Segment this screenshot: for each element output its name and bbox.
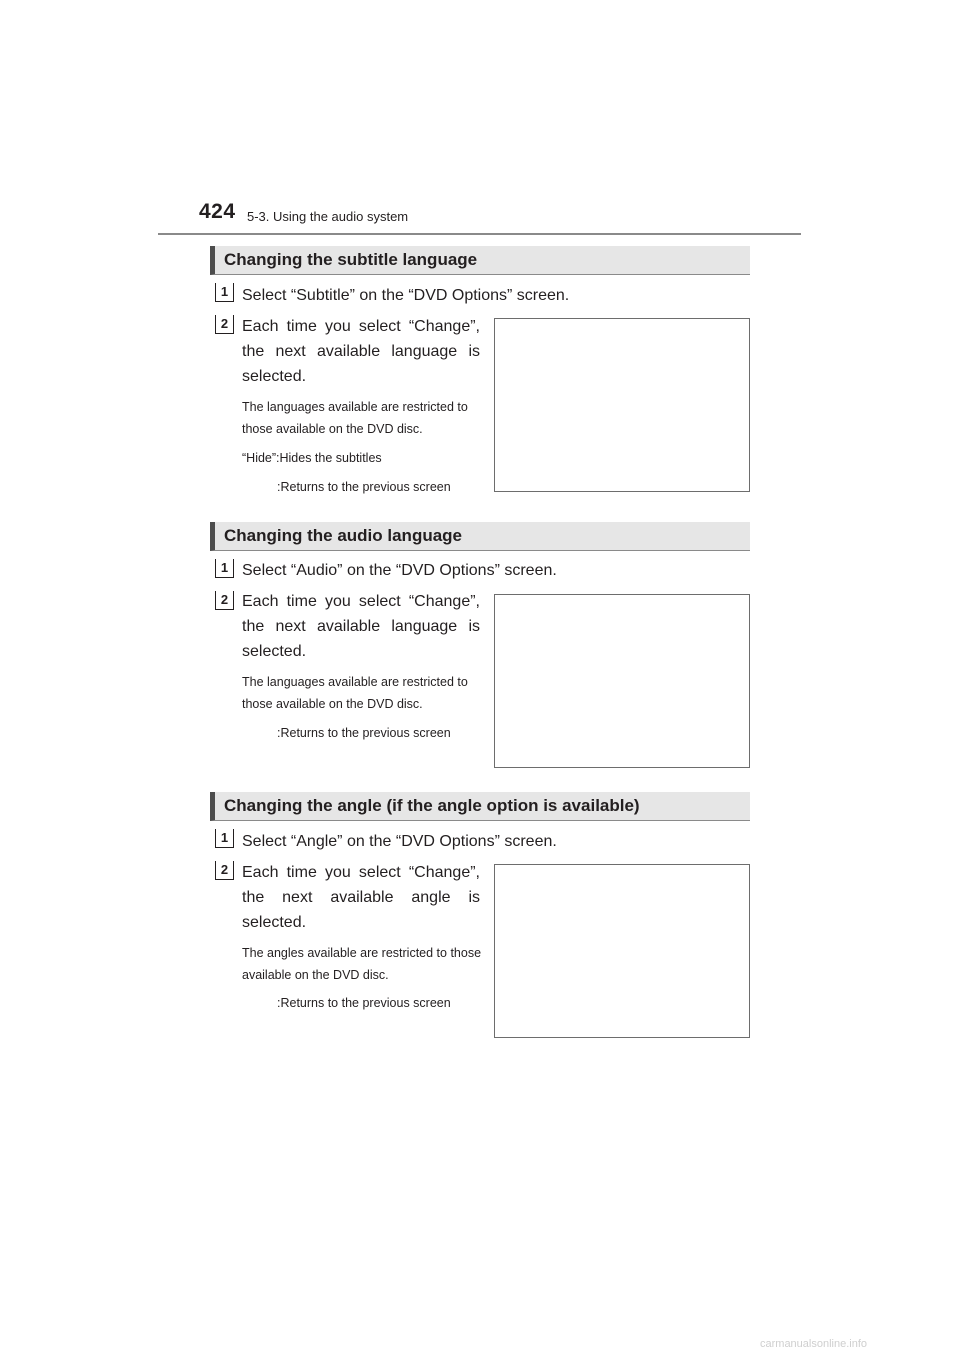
watermark-logo: carmanualsonline.info — [760, 1338, 868, 1350]
section-header-subtitle — [210, 246, 750, 275]
step-text-line: Each time you select “Change”, — [242, 864, 480, 881]
chapter-title: 5-3. Using the audio system — [247, 209, 409, 224]
note-text: The languages available are restricted to those available on the DVD disc. — [242, 400, 468, 436]
return-note: :Returns to the previous screen — [277, 996, 451, 1010]
step-text-line: the next available language is — [242, 343, 480, 360]
return-note: :Returns to the previous screen — [277, 726, 451, 740]
note-text: “Hide”:Hides the subtitles — [242, 451, 382, 465]
step-number-badge: 2 — [215, 315, 234, 334]
section-title: Changing the angle (if the angle option is available) — [224, 796, 640, 815]
page-number: 424 — [199, 200, 236, 223]
step-text-line: Each time you select “Change”, — [242, 593, 480, 610]
step-number-badge: 2 — [215, 861, 234, 880]
screen-illustration — [494, 864, 750, 1038]
note-text: The languages available are restricted to those available on the DVD disc. — [242, 675, 468, 711]
step-number-badge: 1 — [215, 829, 234, 848]
header-divider — [158, 233, 801, 235]
step-number-badge: 1 — [215, 283, 234, 302]
step-text: Select “Angle” on the “DVD Options” screen. — [242, 833, 557, 850]
step-text-line: selected. — [242, 643, 307, 660]
step-text: Select “Subtitle” on the “DVD Options” screen. — [242, 287, 570, 304]
section-title: Changing the subtitle language — [224, 250, 478, 269]
step-text-line: the next available language is — [242, 618, 480, 635]
step-number-badge: 2 — [215, 591, 234, 610]
step-number-badge: 1 — [215, 559, 234, 578]
section-header-audio — [210, 522, 750, 551]
return-note: :Returns to the previous screen — [277, 480, 451, 494]
section-title: Changing the audio language — [224, 526, 462, 545]
step-text-line: selected. — [242, 368, 307, 385]
step-text-line: selected. — [242, 914, 307, 931]
step-text-line: Each time you select “Change”, — [242, 318, 480, 335]
step-text-line: the next available angle is — [242, 889, 480, 906]
step-text: Select “Audio” on the “DVD Options” screen. — [242, 562, 557, 579]
screen-illustration — [494, 318, 750, 492]
screen-illustration — [494, 594, 750, 768]
section-header-angle — [210, 792, 750, 821]
note-text: The angles available are restricted to those available on the DVD disc. — [242, 946, 482, 982]
